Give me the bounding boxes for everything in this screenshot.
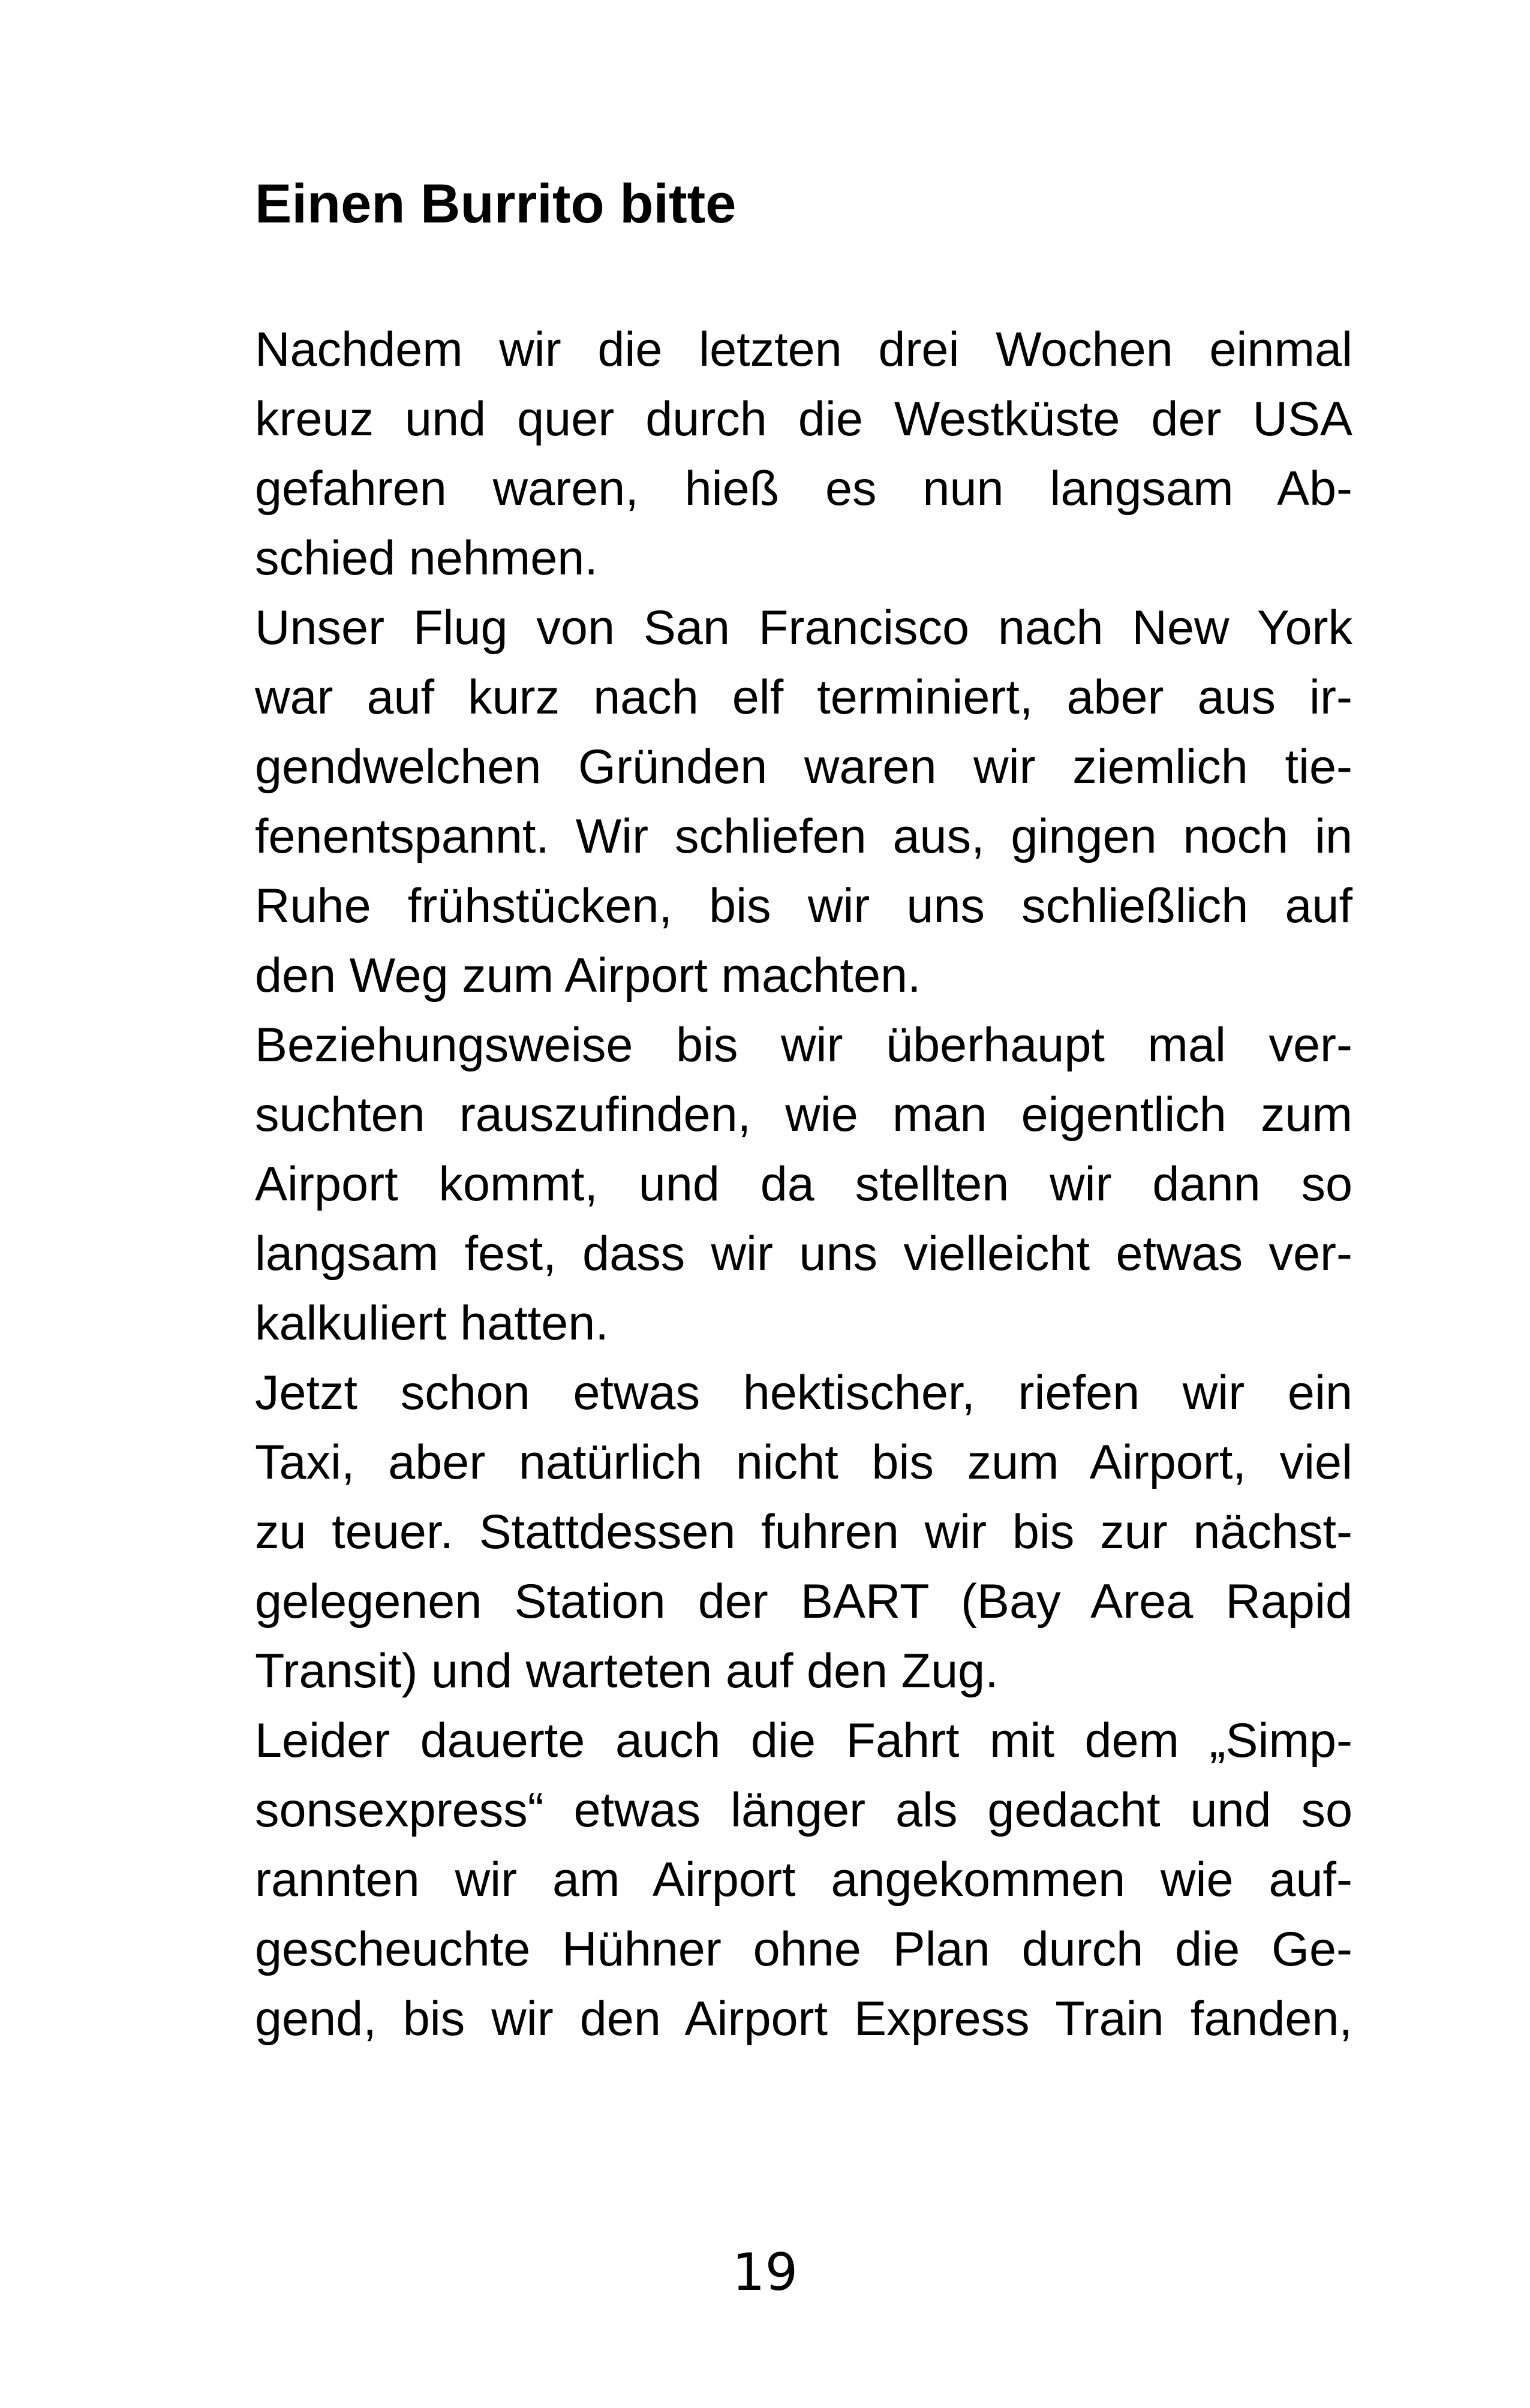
page-number: 19 [732,2243,798,2302]
text-line: langsam fest, dass wir uns vielleicht etwas ver- [255,1227,1352,1281]
body-text [255,315,1352,2054]
text-line: Taxi, aber natürlich nicht bis zum Airport, viel [255,1435,1352,1489]
text-line: zu teuer. Stattdessen fuhren wir bis zur nächst- [255,1505,1352,1559]
text-line: kreuz und quer durch die Westküste der USA [255,392,1352,446]
text-line: schied nehmen. [255,531,598,585]
chapter-title: Einen Burrito bitte [255,173,737,234]
text-line: Leider dauerte auch die Fahrt mit dem „Simp- [255,1714,1352,1768]
text-line: gescheuchte Hühner ohne Plan durch die Ge- [255,1922,1352,1976]
text-line: Transit) und warteten auf den Zug. [255,1644,999,1698]
text-line: gend, bis wir den Airport Express Train fanden, [255,1992,1352,2046]
text-line: fenentspannt. Wir schliefen aus, gingen noch in [255,809,1352,863]
text-line: Ruhe frühstücken, bis wir uns schließlich auf [255,879,1352,933]
text-line: Beziehungsweise bis wir überhaupt mal ver- [255,1018,1352,1072]
text-line: Jetzt schon etwas hektischer, riefen wir ein [255,1366,1352,1420]
text-line: war auf kurz nach elf terminiert, aber aus ir- [255,670,1352,724]
text-line: Airport kommt, und da stellten wir dann so [255,1157,1352,1211]
text-line: kalkuliert hatten. [255,1296,609,1350]
text-line: Unser Flug von San Francisco nach New York [255,601,1352,655]
text-line: gelegenen Station der BART (Bay Area Rapid [255,1575,1352,1629]
text-line: suchten rauszufinden, wie man eigentlich zum [255,1088,1352,1142]
text-line: sonsexpress“ etwas länger als gedacht und so [255,1783,1352,1837]
text-line: rannten wir am Airport angekommen wie auf- [255,1853,1352,1907]
text-line: gefahren waren, hieß es nun langsam Ab- [255,462,1352,516]
text-line: Nachdem wir die letzten drei Wochen einmal [255,323,1352,377]
text-line: gendwelchen Gründen waren wir ziemlich tie- [255,740,1352,794]
text-line: den Weg zum Airport machten. [255,949,921,1003]
